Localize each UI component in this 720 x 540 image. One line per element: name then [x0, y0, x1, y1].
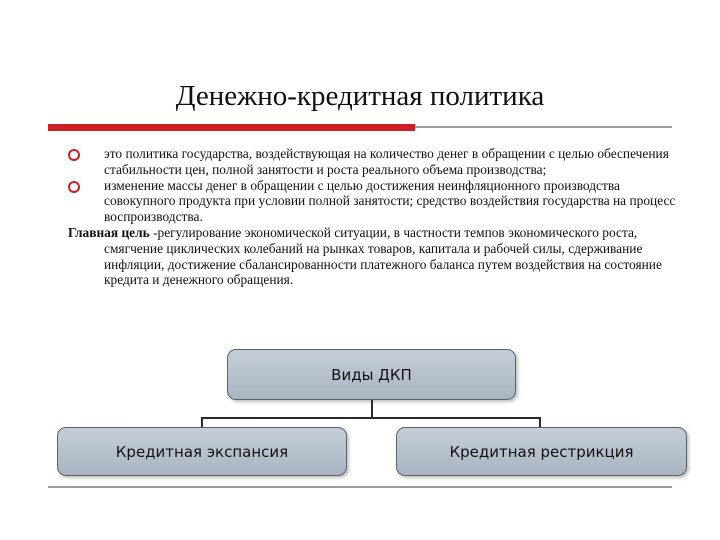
bullet-money-supply — [68, 178, 683, 225]
bullet-text: изменение массы денег в обращении с целью достижения неинфляционного производства совокупного продукта при условии полной занятости; средство воздействия государства на процесс воспроизводства. — [104, 177, 676, 225]
slide-title: Денежно-кредитная политика — [175, 80, 545, 112]
diagram-node-restriction-label: Кредитная рестрикция — [449, 442, 634, 461]
bullet-text: это политика государства, воздействующая на количество денег в обращении с целью обеспечения стабильности цен, полной занятости и роста реального объема производства; — [104, 146, 669, 177]
bullet-definition — [68, 146, 683, 178]
diagram-node-expansion-label: Кредитная экспансия — [115, 442, 289, 461]
diagram-node-restriction — [396, 427, 687, 476]
diagram-node-expansion — [57, 427, 347, 476]
title-divider-line — [415, 126, 672, 128]
circle-bullet-icon — [68, 149, 80, 161]
main-goal-paragraph — [68, 225, 683, 288]
connector-right-down — [539, 417, 541, 427]
main-goal-label: Главная цель — [68, 224, 150, 240]
diagram-root-node — [227, 349, 516, 400]
connector-left-down — [201, 417, 203, 427]
slide-body — [68, 146, 683, 288]
connector-root-down — [371, 400, 373, 418]
diagram-root-label: Виды ДКП — [331, 365, 412, 384]
title-accent-bar — [48, 124, 415, 131]
main-goal-text: -регулирование экономической ситуации, в частности темпов экономического роста, смягчение циклических колебаний на рынках товаров, капитала и рабочей силы, сдерживание инфляции, достижение сбалансированности платежного баланса путем воздействия на состояние кредита и денежного обращения. — [104, 224, 662, 288]
circle-bullet-icon — [68, 181, 80, 193]
connector-horizontal — [201, 417, 541, 419]
footer-divider-line — [48, 486, 672, 488]
